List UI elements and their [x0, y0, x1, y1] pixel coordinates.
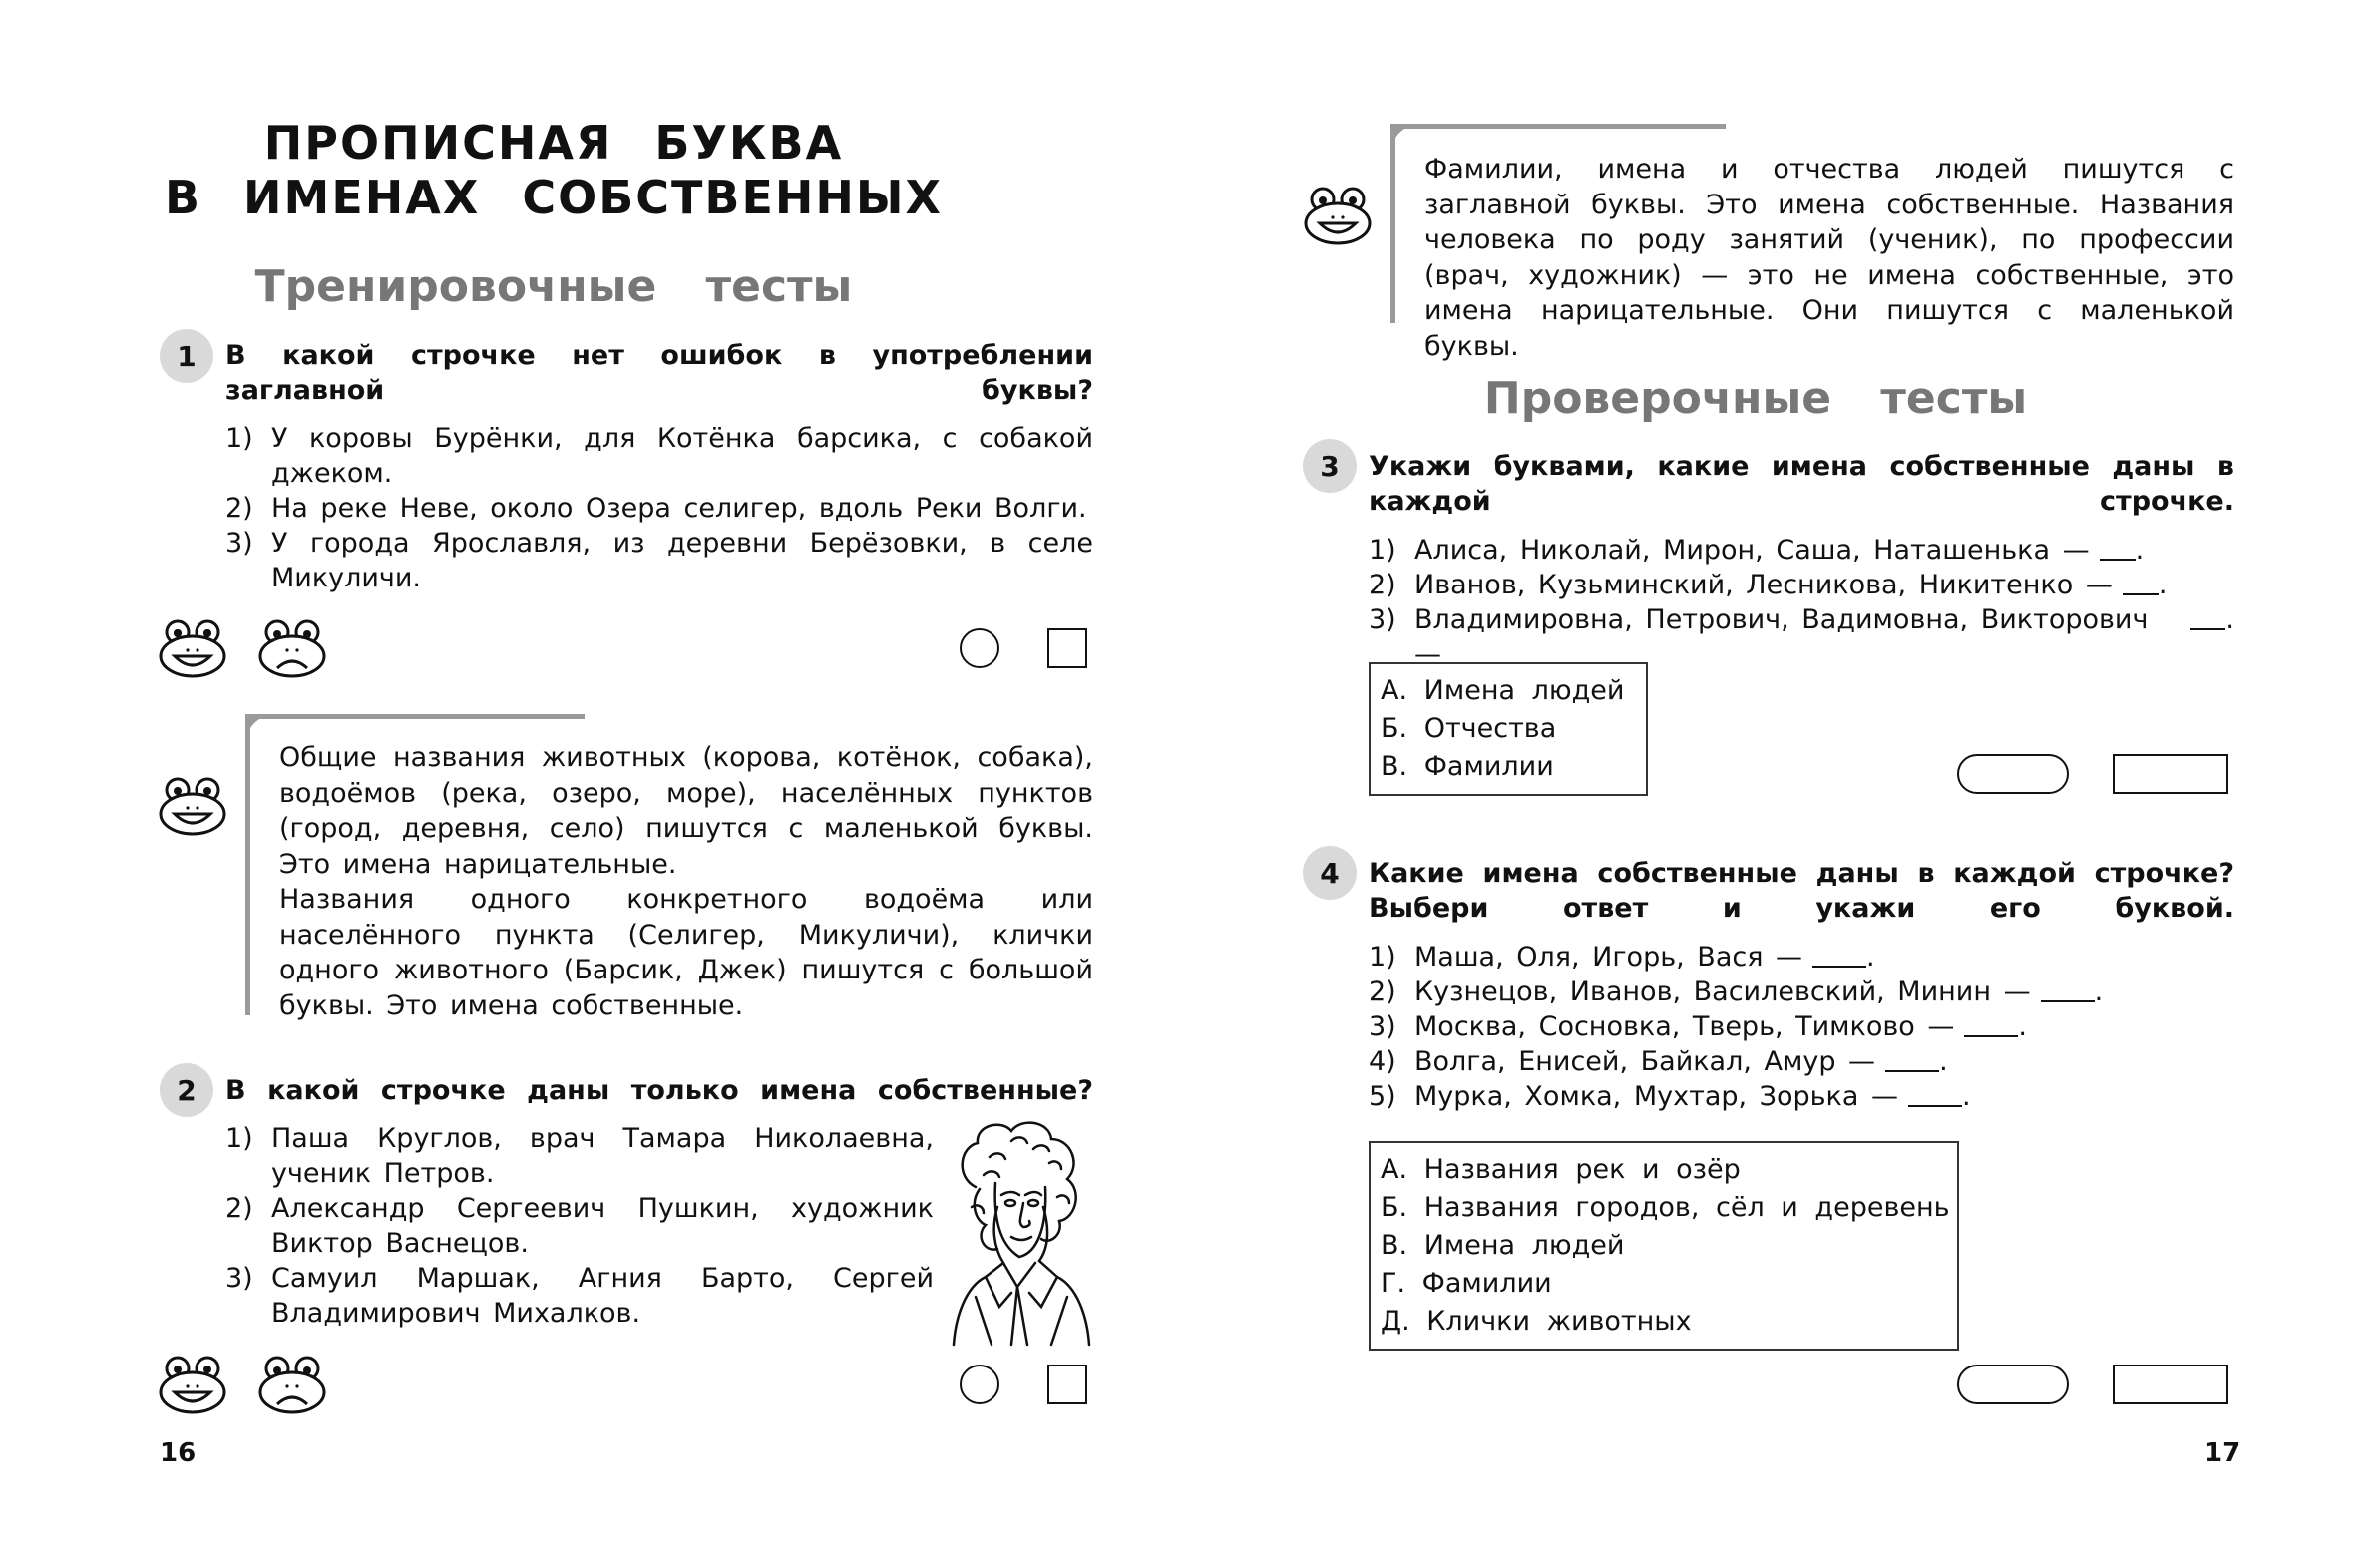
option-c: В. Имена людей	[1381, 1230, 1625, 1261]
item-number: 1)	[225, 423, 253, 454]
item-text: У города Ярославля, из деревни Берёзовки, в селе Микуличи.	[271, 528, 1093, 593]
rule-text-left	[279, 740, 1093, 1023]
item-number: 1)	[1369, 942, 1396, 973]
answer-rect-3[interactable]	[2113, 754, 2228, 794]
option-c: В. Фамилии	[1381, 751, 1554, 782]
question-1-options	[225, 421, 1093, 595]
item-number: 2)	[225, 1193, 253, 1224]
page-number-left: 16	[160, 1438, 197, 1468]
period: .	[2225, 604, 2234, 635]
pushkin-portrait-illustration	[946, 1117, 1095, 1347]
option-e: Д. Клички животных	[1381, 1306, 1692, 1337]
question-3-items	[1369, 533, 2234, 672]
page-title	[160, 116, 948, 225]
list-item	[1369, 975, 2234, 1009]
list-item	[1369, 533, 2234, 568]
period: .	[1939, 1046, 1948, 1077]
smiling-frog-icon	[158, 776, 227, 838]
item-number: 5)	[1369, 1081, 1396, 1112]
option-b: Б. Названия городов, сёл и деревень	[1381, 1192, 1950, 1223]
answer-square-2[interactable]	[1047, 1365, 1087, 1404]
title-line-2: В ИМЕНАХ СОБСТВЕННЫХ	[164, 171, 944, 224]
list-item	[1369, 1079, 2234, 1114]
answer-blank[interactable]	[2041, 975, 2095, 1002]
subtitle-check-tests: Проверочные тесты	[1483, 373, 2028, 424]
answer-blank[interactable]	[2190, 602, 2226, 630]
item-text: Алиса, Николай, Мирон, Саша, Наташенька —	[1414, 535, 2090, 566]
period: .	[1866, 942, 1875, 973]
answer-options-box-3	[1369, 662, 1648, 796]
rule-text-right: Фамилии, имена и отчества людей пишутся с заглавной буквы. Это имена собственные. Названия человека по роду занятий (ученик), по профессии (врач, художник) — это не имена собственные, это имена нарицательные. Они пишутся с маленькой буквы.	[1424, 154, 2234, 362]
question-number-2: 2	[160, 1063, 213, 1117]
answer-options-box-4	[1369, 1141, 1959, 1351]
question-number-1: 1	[160, 329, 213, 383]
sad-frog-icon	[257, 618, 327, 680]
item-number: 4)	[1369, 1046, 1396, 1077]
question-4-text: Какие имена собственные даны в каждой строчке? Выбери ответ и укажи его буквой.	[1369, 858, 2234, 924]
item-number: 3)	[225, 528, 253, 559]
list-item	[225, 421, 1093, 491]
item-text: Кузнецов, Иванов, Василевский, Минин —	[1414, 976, 2031, 1007]
item-text: Иванов, Кузьминский, Лесникова, Никитенко —	[1414, 570, 2113, 600]
answer-blank[interactable]	[2100, 533, 2136, 561]
question-4-items	[1369, 940, 2234, 1114]
item-text: Волга, Енисей, Байкал, Амур —	[1414, 1046, 1876, 1077]
question-number-3: 3	[1303, 439, 1357, 493]
answer-blank[interactable]	[1908, 1079, 1962, 1107]
item-text: Самуил Маршак, Агния Барто, Сергей Владимирович Михалков.	[271, 1263, 934, 1329]
rule-paragraph-1: Общие названия животных (корова, котёнок, собака), водоёмов (река, озеро, море), населённых пунктов (город, деревня, село) пишутся с маленькой буквы. Это имена нарицательные.	[279, 742, 1093, 880]
answer-square-1[interactable]	[1047, 628, 1087, 668]
list-item	[225, 1121, 934, 1191]
rule-bracket-side	[245, 714, 250, 1015]
subtitle-training-tests: Тренировочные тесты	[254, 261, 853, 312]
item-text: Паша Круглов, врач Тамара Николаевна, ученик Петров.	[271, 1123, 934, 1189]
answer-circle-1[interactable]	[960, 628, 999, 668]
item-number: 2)	[1369, 976, 1396, 1007]
list-item	[1369, 568, 2234, 602]
item-text: Александр Сергеевич Пушкин, художник Виктор Васнецов.	[271, 1193, 934, 1259]
answer-rect-4[interactable]	[2113, 1365, 2228, 1404]
rule-bracket-corner-right	[1390, 124, 1426, 160]
list-item	[225, 1191, 934, 1261]
item-text: На реке Неве, около Озера селигер, вдоль Реки Волги.	[271, 493, 1087, 524]
item-text: Маша, Оля, Игорь, Вася —	[1414, 942, 1803, 973]
period: .	[2135, 535, 2145, 566]
answer-blank[interactable]	[1885, 1044, 1939, 1072]
period: .	[2018, 1011, 2027, 1042]
item-number: 1)	[1369, 535, 1396, 566]
sad-frog-icon	[257, 1355, 327, 1416]
item-number: 1)	[225, 1123, 253, 1154]
happy-frog-icon	[158, 618, 227, 680]
item-text: У коровы Бурёнки, для Котёнка барсика, с собакой джеком.	[271, 423, 1093, 489]
answer-oval-3[interactable]	[1957, 754, 2069, 794]
rule-bracket-top	[245, 714, 585, 719]
smiling-frog-icon	[1303, 186, 1373, 247]
page-number-right: 17	[2204, 1438, 2241, 1468]
rule-bracket-top-right	[1390, 124, 1726, 129]
answer-circle-2[interactable]	[960, 1365, 999, 1404]
answer-blank[interactable]	[2123, 568, 2159, 595]
answer-blank[interactable]	[1812, 940, 1866, 968]
list-item	[1369, 1044, 2234, 1079]
period: .	[1961, 1081, 1971, 1112]
item-text: Мурка, Хомка, Мухтар, Зорька —	[1414, 1081, 1898, 1112]
question-number-4: 4	[1303, 846, 1357, 900]
item-number: 2)	[1369, 570, 1396, 600]
option-a: А. Названия рек и озёр	[1381, 1154, 1741, 1185]
item-text: Владимировна, Петрович, Вадимовна, Викторович —	[1414, 604, 2149, 670]
title-line-1: ПРОПИСНАЯ БУКВА	[263, 116, 844, 170]
option-d: Г. Фамилии	[1381, 1268, 1552, 1299]
option-b: Б. Отчества	[1381, 713, 1557, 744]
list-item	[225, 1261, 934, 1331]
question-1-text: В какой строчке нет ошибок в употреблении заглавной буквы?	[225, 340, 1093, 406]
list-item	[1369, 940, 2234, 975]
list-item	[1369, 1009, 2234, 1044]
answer-blank[interactable]	[1964, 1009, 2018, 1037]
question-3-text: Укажи буквами, какие имена собственные даны в каждой строчке.	[1369, 451, 2234, 517]
item-number: 3)	[225, 1263, 253, 1294]
item-number: 3)	[1369, 604, 1396, 635]
rule-paragraph-2: Названия одного конкретного водоёма или населённого пункта (Селигер, Микуличи), клички одного животного (Барсик, Джек) пишутся с большой буквы. Это имена собственные.	[279, 884, 1093, 1021]
question-2-text: В какой строчке даны только имена собственные?	[225, 1075, 1093, 1106]
item-text: Москва, Сосновка, Тверь, Тимково —	[1414, 1011, 1955, 1042]
rule-bracket-corner	[245, 714, 281, 750]
answer-oval-4[interactable]	[1957, 1365, 2069, 1404]
list-item	[225, 526, 1093, 595]
item-number: 3)	[1369, 1011, 1396, 1042]
period: .	[2158, 570, 2168, 600]
item-number: 2)	[225, 493, 253, 524]
period: .	[2094, 976, 2104, 1007]
option-a: А. Имена людей	[1381, 675, 1625, 706]
happy-frog-icon	[158, 1355, 227, 1416]
list-item	[225, 491, 1093, 526]
question-2-options	[225, 1121, 934, 1331]
